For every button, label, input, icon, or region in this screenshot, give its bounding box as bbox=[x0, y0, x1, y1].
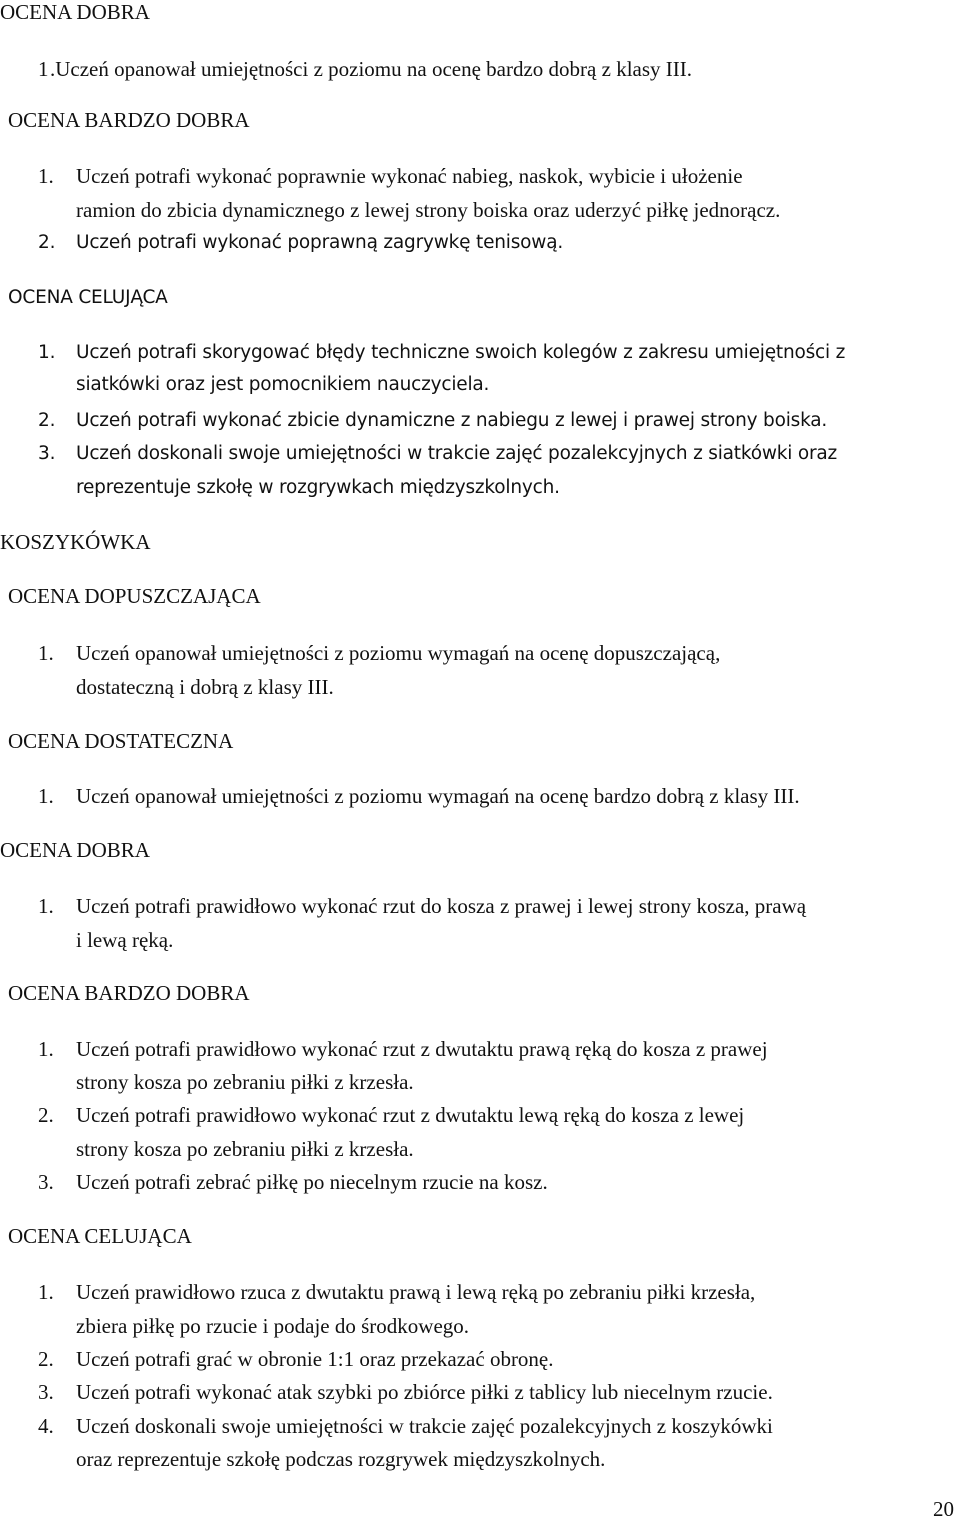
list-item-text: Uczeń potrafi wykonać poprawnie wykonać nabieg, naskok, wybicie i ułożenie bbox=[76, 164, 743, 188]
list-number: 1. bbox=[38, 1037, 54, 1061]
grade-heading-dobra: OCENA DOBRA bbox=[0, 0, 150, 24]
list-item-text: Uczeń potrafi grać w obronie 1:1 oraz przekazać obronę. bbox=[76, 1347, 554, 1371]
list-number: 3. bbox=[38, 1380, 54, 1404]
list-number: 1. bbox=[38, 894, 54, 918]
grade-heading-celujaca: OCENA CELUJĄCA bbox=[8, 287, 168, 308]
list-item-text: Uczeń potrafi wykonać atak szybki po zbiórce piłki z tablicy lub niecelnym rzucie. bbox=[76, 1380, 773, 1404]
list-item-text: strony kosza po zebraniu piłki z krzesła. bbox=[76, 1070, 414, 1094]
list-item-text: Uczeń opanował umiejętności z poziomu wymagań na ocenę bardzo dobrą z klasy III. bbox=[76, 784, 800, 808]
list-number: 4. bbox=[38, 1414, 54, 1438]
list-item-text: Uczeń potrafi prawidłowo wykonać rzut z dwutaktu lewą ręką do kosza z lewej bbox=[76, 1103, 745, 1127]
list-number: 1. bbox=[38, 342, 56, 363]
list-item-text: Uczeń potrafi zebrać piłkę po niecelnym rzucie na kosz. bbox=[76, 1170, 548, 1194]
section-title-koszykowka: KOSZYKÓWKA bbox=[0, 530, 151, 554]
list-number: 1. bbox=[38, 1280, 54, 1304]
list-number: 2. bbox=[38, 410, 56, 431]
grade-heading-bardzo-dobra: OCENA BARDZO DOBRA bbox=[8, 108, 250, 132]
list-item-text: Uczeń potrafi prawidłowo wykonać rzut do kosza z prawej i lewej strony kosza, prawą bbox=[76, 894, 807, 918]
list-item-text: reprezentuje szkołę w rozgrywkach międzyszkolnych. bbox=[76, 477, 560, 498]
list-item-text: Uczeń potrafi wykonać poprawną zagrywkę tenisową. bbox=[76, 232, 564, 253]
list-item-text: Uczeń doskonali swoje umiejętności w trakcie zajęć pozalekcyjnych z koszykówki bbox=[76, 1414, 773, 1438]
list-item-text: Uczeń prawidłowo rzuca z dwutaktu prawą i lewą ręką po zebraniu piłki krzesła, bbox=[76, 1280, 756, 1304]
list-item-text: Uczeń potrafi prawidłowo wykonać rzut z dwutaktu prawą ręką do kosza z prawej bbox=[76, 1037, 768, 1061]
list-number: 1 bbox=[38, 57, 49, 81]
list-item-text: strony kosza po zebraniu piłki z krzesła. bbox=[76, 1137, 414, 1161]
list-item-text: ramion do zbicia dynamicznego z lewej strony boiska oraz uderzyć piłkę jednorącz. bbox=[76, 198, 781, 222]
list-item-text: Uczeń potrafi skorygować błędy techniczne swoich kolegów z zakresu umiejętności z bbox=[76, 342, 846, 363]
list-item-text: oraz reprezentuje szkołę podczas rozgrywek międzyszkolnych. bbox=[76, 1447, 606, 1471]
list-item-text: Uczeń doskonali swoje umiejętności w trakcie zajęć pozalekcyjnych z siatkówki oraz bbox=[76, 443, 838, 464]
grade-heading-celujaca: OCENA CELUJĄCA bbox=[8, 1224, 192, 1248]
list-number: 1. bbox=[38, 784, 54, 808]
grade-heading-dostateczna: OCENA DOSTATECZNA bbox=[8, 729, 234, 753]
list-item-text: Uczeń opanował umiejętności z poziomu wymagań na ocenę dopuszczającą, bbox=[76, 641, 721, 665]
list-number: 2. bbox=[38, 1347, 54, 1371]
list-item-text: zbiera piłkę po rzucie i podaje do środkowego. bbox=[76, 1314, 470, 1338]
grade-heading-dopuszczajaca: OCENA DOPUSZCZAJĄCA bbox=[8, 584, 261, 608]
list-number: 1. bbox=[38, 641, 54, 665]
grade-heading-dobra: OCENA DOBRA bbox=[0, 838, 150, 862]
list-number: 2. bbox=[38, 232, 56, 253]
page-number: 20 bbox=[933, 1497, 954, 1521]
list-item-text: dostateczną i dobrą z klasy III. bbox=[76, 675, 334, 699]
list-item-text: .Uczeń opanował umiejętności z poziomu na ocenę bardzo dobrą z klasy III. bbox=[50, 57, 692, 81]
list-item-text: Uczeń potrafi wykonać zbicie dynamiczne z nabiegu z lewej i prawej strony boiska. bbox=[76, 410, 828, 431]
list-number: 3. bbox=[38, 1170, 54, 1194]
list-number: 3. bbox=[38, 443, 56, 464]
list-number: 2. bbox=[38, 1103, 54, 1127]
list-item-text: i lewą ręką. bbox=[76, 928, 174, 952]
list-number: 1. bbox=[38, 164, 54, 188]
list-item-text: siatkówki oraz jest pomocnikiem nauczyciela. bbox=[76, 374, 490, 395]
grade-heading-bardzo-dobra: OCENA BARDZO DOBRA bbox=[8, 981, 250, 1005]
